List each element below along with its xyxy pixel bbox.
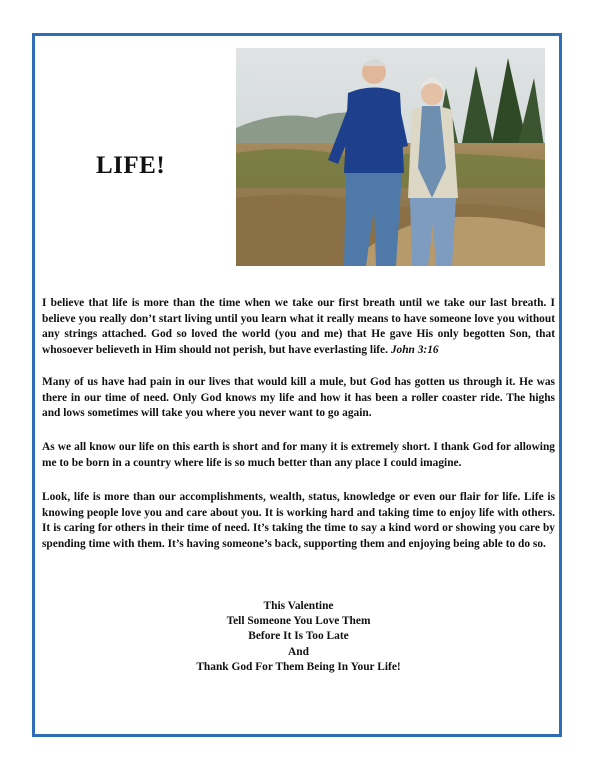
closing-line: And xyxy=(288,645,309,658)
scripture-reference: John 3:16 xyxy=(390,344,439,357)
closing-line: This Valentine xyxy=(263,600,334,612)
couple-hiking-photo xyxy=(236,48,545,266)
page-title: LIFE! xyxy=(96,152,166,179)
closing-message xyxy=(42,599,555,675)
paragraph-2: Many of us have had pain in our lives that would kill a mule, but God has gotten us through it. He was there in our time of need. Only God knows my life and how it has been a roller coaster ride. The highs and lows sometimes will take you where you never want to go again. xyxy=(42,376,555,420)
paragraph-1-text: I believe that life is more than the time when we take our first breath until we take our last breath. I believe you really don’t start living until you learn what it really means to have someone love you without any strings attached. God so loved the world (you and me) that He gave His only begotten Son, that whosoever believeth in Him should not perish, but have everlasting life. xyxy=(42,297,555,357)
paragraph-4: Look, life is more than our accomplishments, wealth, status, knowledge or even our flair for life. Life is knowing people love you and care about you. It is working hard and taking time to enjoy life with others. It is caring for others in their time of need. It’s taking the time to say a kind word or showing you care by spending time with them. It’s having someone’s back, supporting them and enjoying being able to do so. xyxy=(42,491,555,551)
paragraph-3: As we all know our life on this earth is short and for many it is extremely short. I thank God for allowing me to be born in a country where life is so much better than any place I could imagine. xyxy=(42,441,555,469)
closing-line: Thank God For Them Being In Your Life! xyxy=(196,660,401,673)
paragraph-1 xyxy=(42,296,555,359)
closing-line: Before It Is Too Late xyxy=(248,630,349,643)
closing-line: Tell Someone You Love Them xyxy=(226,615,371,628)
